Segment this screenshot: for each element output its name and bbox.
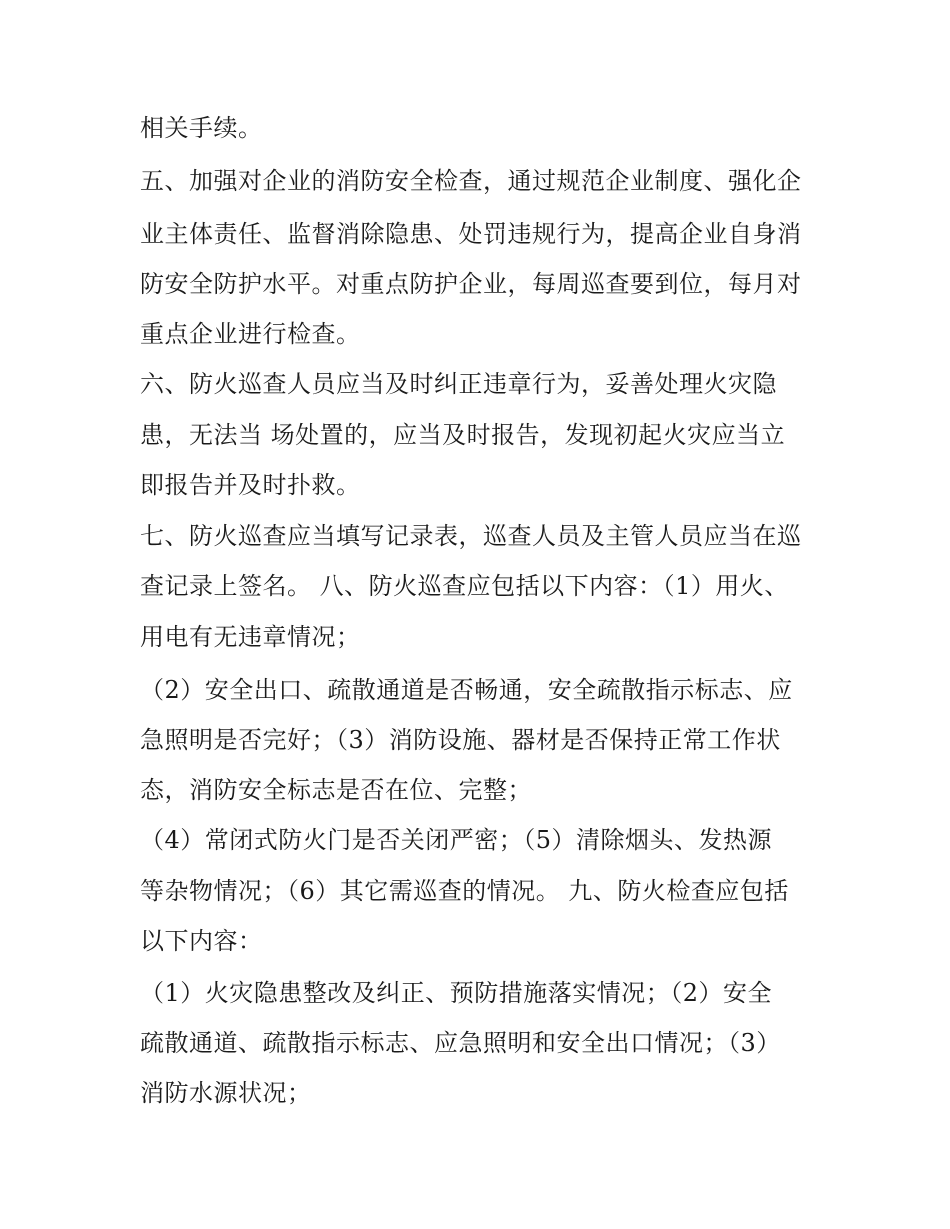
text-line: （2）安全出口、疏散通道是否畅通，安全疏散指示标志、应: [140, 676, 793, 704]
text-line: 业主体责任、监督消除隐患、处罚违规行为，提高企业自身消: [140, 220, 802, 248]
text-line: （4）常闭式防火门是否关闭严密；（5）清除烟头、发热源: [140, 826, 773, 854]
text-line: 相关手续。: [140, 114, 263, 142]
text-line: 即报告并及时扑救。: [140, 471, 361, 499]
text-line: 急照明是否完好；（3）消防设施、器材是否保持正常工作状: [140, 726, 781, 754]
text-line: 等杂物情况；（6）其它需巡查的情况。 九、防火检查应包括: [140, 877, 789, 905]
text-line: 查记录上签名。 八、防火巡查应包括以下内容：（1）用火、: [140, 572, 789, 600]
text-line: 疏散通道、疏散指示标志、应急照明和安全出口情况；（3）: [140, 1029, 781, 1057]
text-line: 消防水源状况；: [140, 1079, 312, 1107]
text-line: 用电有无违章情况；: [140, 623, 361, 651]
text-line: 态，消防安全标志是否在位、完整；: [140, 776, 532, 804]
text-line: 重点企业进行检查。: [140, 320, 361, 348]
text-line: 防安全防护水平。对重点防护企业，每周巡查要到位，每月对: [140, 270, 802, 298]
text-line: 七、防火巡查应当填写记录表，巡查人员及主管人员应当在巡: [140, 522, 802, 550]
text-line: 患，无法当 场处置的，应当及时报告，发现初起火灾应当立: [140, 421, 786, 449]
text-line: （1）火灾隐患整改及纠正、预防措施落实情况；（2）安全: [140, 979, 773, 1007]
text-line: 五、加强对企业的消防安全检查，通过规范企业制度、强化企: [140, 167, 802, 195]
text-line: 六、防火巡查人员应当及时纠正违章行为，妥善处理火灾隐: [140, 370, 777, 398]
text-line: 以下内容：: [140, 927, 263, 955]
